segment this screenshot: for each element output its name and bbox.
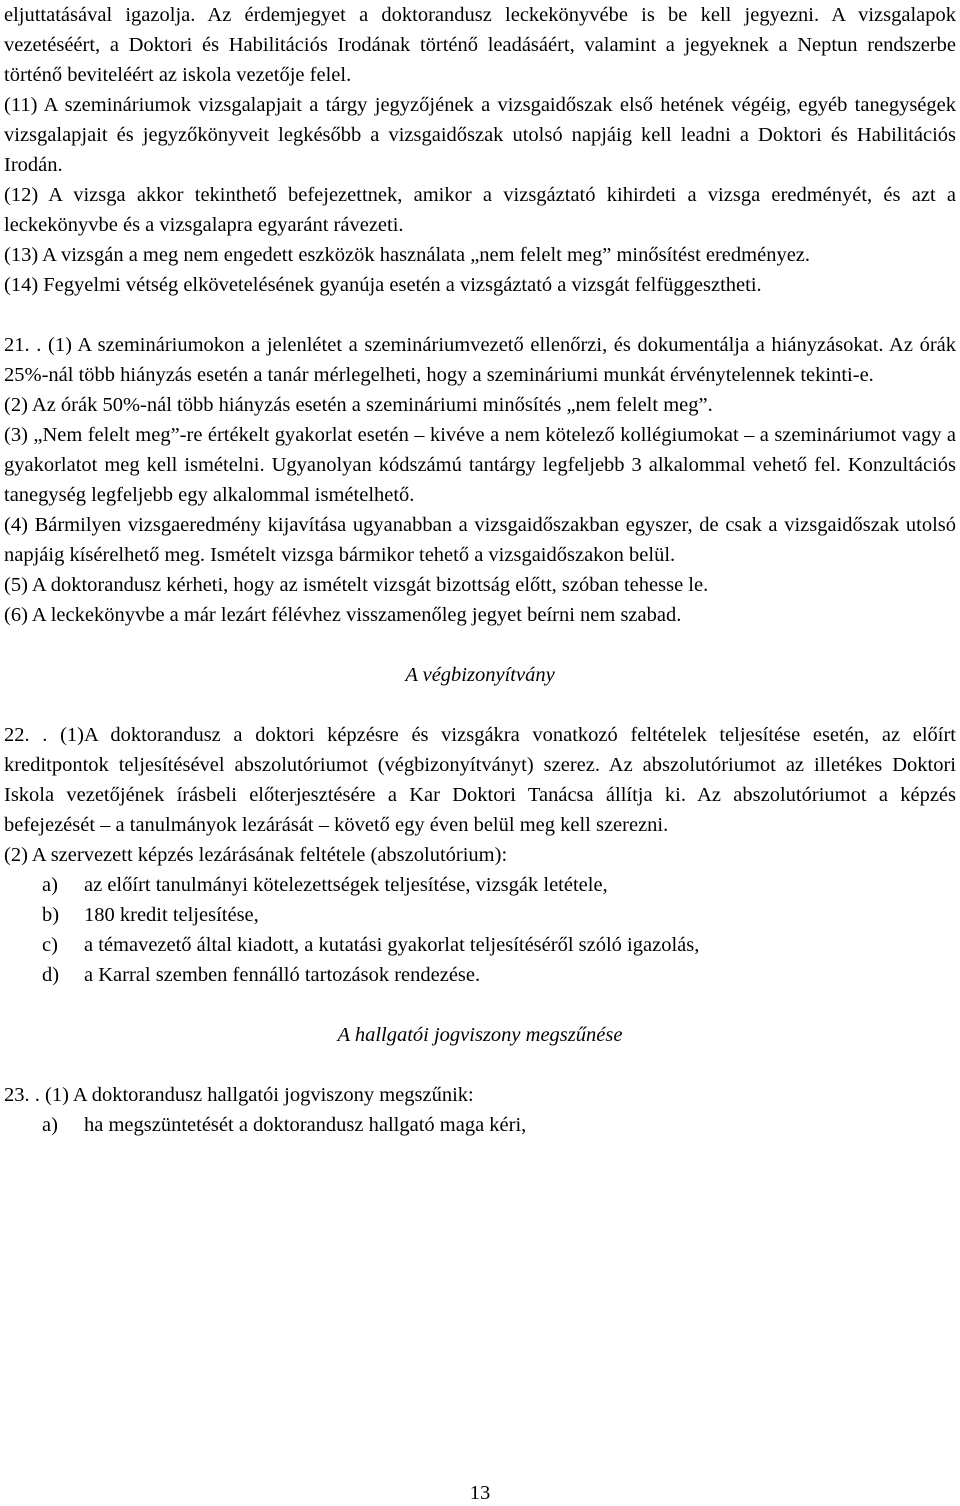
list-item (4, 870, 956, 900)
paragraph-11: (11) A szemináriumok vizsgalapjait a tárgy jegyzőjének a vizsgaidőszak első hetének végéig, egyéb tanegységek vizsgalapjait és jegyzőkönyveit legkésőbb a vizsgaidőszak utolsó napjáig kell leadni a Doktori és Habilitációs Irodán. (4, 94, 956, 176)
paragraph-12: (12) A vizsga akkor tekinthető befejezettnek, amikor a vizsgáztató kihirdeti a vizsga eredményét, és azt a leckekönyvbe és a vizsgalapra egyaránt rávezeti. (4, 184, 956, 236)
spacer (4, 690, 956, 720)
paragraph-21-6: (6) A leckekönyvbe a már lezárt félévhez visszamenőleg jegyet beírni nem szabad. (4, 604, 682, 626)
list-item (4, 960, 956, 990)
page-number: 13 (469, 1482, 491, 1504)
paragraph-22-1: 22. . (1)A doktorandusz a doktori képzésre és vizsgákra vonatkozó feltételek teljesítése esetén, az előírt kreditpontok teljesítésével abszolutóriumot (végbizonyítványt) szerez. Az abszolutóriumot az illetékes Doktori Iskola vezetőjének írásbeli előterjesztésére a Kar Doktori Tanácsa állítja ki. Az abszolutóriumot a képzés befejezését – a tanulmányok lezárását – követő egy éven belül meg kell szerezni. (4, 724, 956, 836)
paragraph-22-2: (2) A szervezett képzés lezárásának feltétele (abszolutórium): (4, 844, 508, 866)
paragraph-21-2: (2) Az órák 50%-nál több hiányzás esetén a szemináriumi minősítés „nem felelt meg”. (4, 394, 713, 416)
list-item-text: ha megszüntetését a doktorandusz hallgató maga kéri, (84, 1114, 527, 1136)
paragraph-23-1: 23. . (1) A doktorandusz hallgatói jogviszony megszűnik: (4, 1084, 474, 1106)
list-item-text: a témavezető által kiadott, a kutatási gyakorlat teljesítéséről szóló igazolás, (84, 934, 700, 956)
list-item-label: c) (42, 934, 58, 956)
list-item (4, 1110, 956, 1140)
paragraph-21-5: (5) A doktorandusz kérheti, hogy az ismételt vizsgát bizottság előtt, szóban tehesse le. (4, 574, 709, 596)
section-heading-jogviszony: A hallgatói jogviszony megszűnése (337, 1024, 623, 1046)
paragraph-21-4: (4) Bármilyen vizsgaeredmény kijavítása ugyanabban a vizsgaidőszakban egyszer, de csak a vizsgaidőszak utolsó napjáig kísérelhető meg. Ismételt vizsga bármikor tehető a vizsgaidőszakon belül. (4, 514, 956, 566)
list-item (4, 930, 956, 960)
spacer (4, 990, 956, 1020)
section-heading-vegbizonyitvany: A végbizonyítvány (405, 664, 555, 686)
list-item-text: 180 kredit teljesítése, (84, 904, 259, 926)
document-page (4, 0, 956, 1140)
spacer (4, 1050, 956, 1080)
list-item-label: a) (42, 874, 58, 896)
list-item-label: d) (42, 964, 60, 986)
list-item-label: b) (42, 904, 60, 926)
paragraph-21-3: (3) „Nem felelt meg”-re értékelt gyakorlat esetén – kivéve a nem kötelező kollégiumokat – a szemináriumot vagy a gyakorlatot meg kell ismételni. Ugyanolyan kódszámú tantárgy legfeljebb 3 alkalommal vehető fel. Konzultációs tanegység legfeljebb egy alkalommal ismételhető. (4, 424, 956, 506)
list-item (4, 900, 956, 930)
paragraph-14: (14) Fegyelmi vétség elkövetelésének gyanúja esetén a vizsgáztató a vizsgát felfüggesztheti. (4, 274, 762, 296)
list-item-text: a Karral szemben fennálló tartozások rendezése. (84, 964, 481, 986)
paragraph-13: (13) A vizsgán a meg nem engedett eszközök használata „nem felelt meg” minősítést eredményez. (4, 244, 811, 266)
list-item-label: a) (42, 1114, 58, 1136)
spacer (4, 300, 956, 330)
abszolutorium-conditions-list (4, 870, 956, 990)
paragraph-21-1: 21. . (1) A szemináriumokon a jelenlétet a szemináriumvezető ellenőrzi, és dokumentálja a hiányzásokat. Az órák 25%-nál több hiányzás esetén a tanár mérlegelheti, hogy a szemináriumi munkát érvénytelennek tekinti-e. (4, 334, 956, 386)
spacer (4, 630, 956, 660)
paragraph-intro: eljuttatásával igazolja. Az érdemjegyet a doktorandusz leckekönyvébe is be kell jegyezni. A vizsgalapok vezetéséért, a Doktori és Habilitációs Irodának történő leadásáért, valamint a jegyeknek a Neptun rendszerbe történő beviteléért az iskola vezetője felel. (4, 4, 956, 86)
list-item-text: az előírt tanulmányi kötelezettségek teljesítése, vizsgák letétele, (84, 874, 608, 896)
jogviszony-termination-list (4, 1110, 956, 1140)
